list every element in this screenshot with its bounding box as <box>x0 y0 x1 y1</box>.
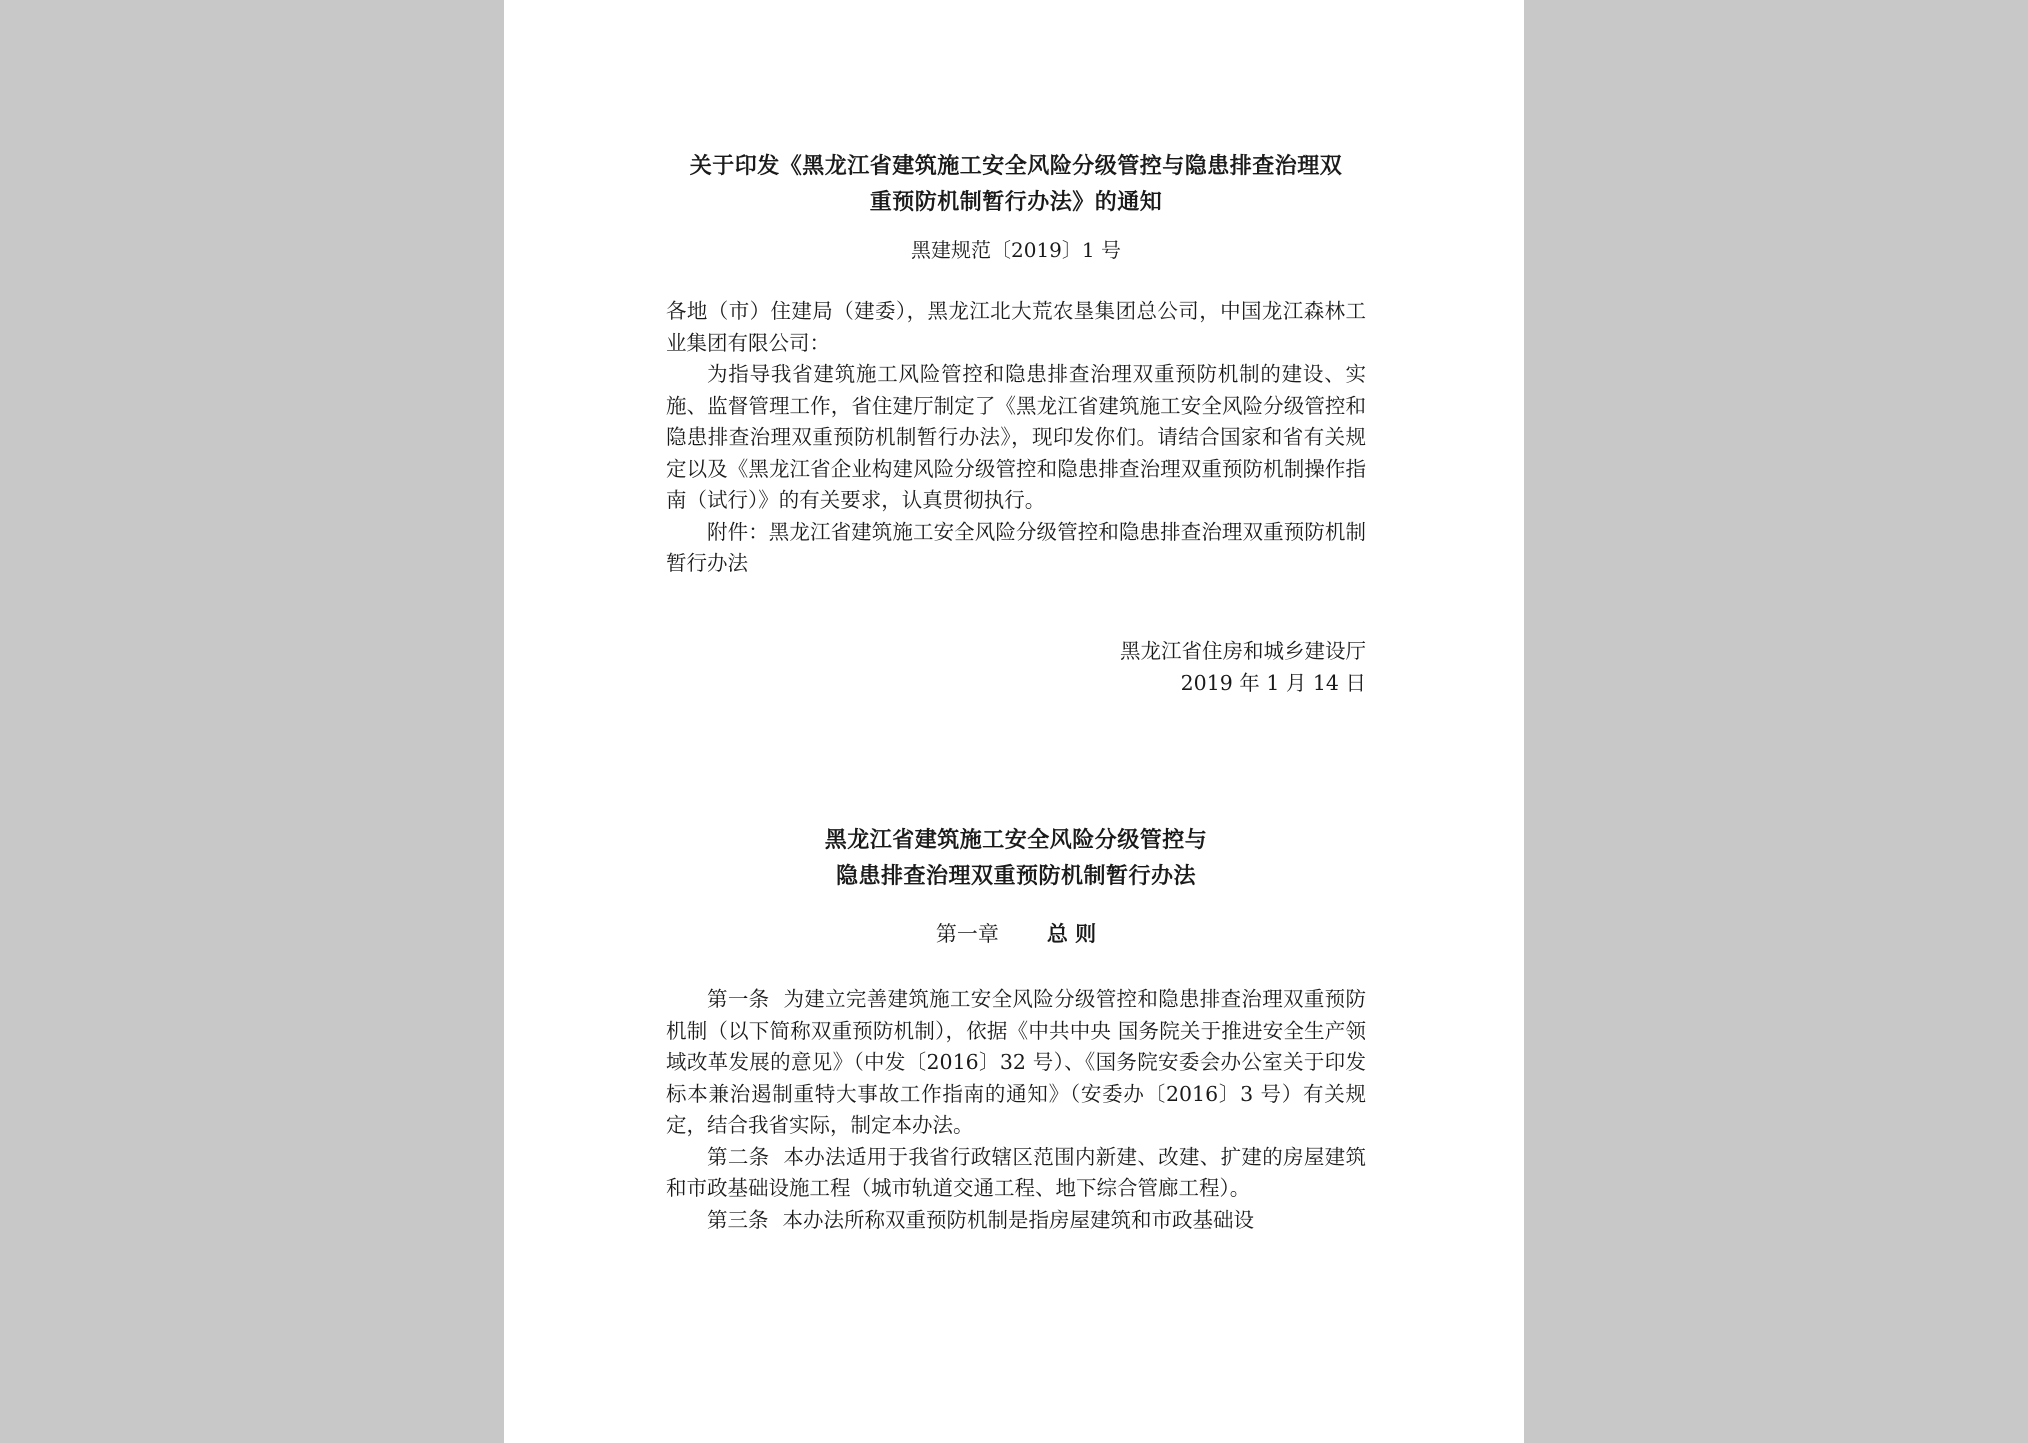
article-text: 本办法适用于我省行政辖区范围内新建、改建、扩建的房屋建筑和市政基础设施工程（城市轨道交通工程、地下综合管廊工程）。 <box>666 1144 1367 1200</box>
articles <box>666 984 1366 1236</box>
addressee: 各地（市）住建局（建委），黑龙江北大荒农垦集团总公司，中国龙江森林工业集团有限公司： <box>666 299 1366 355</box>
document-page <box>504 0 1524 1443</box>
notice-body <box>666 296 1366 580</box>
signature-block <box>666 636 1366 699</box>
notice-title <box>666 148 1366 220</box>
measures-title-line-1: 黑龙江省建筑施工安全风险分级管控与 <box>824 827 1208 853</box>
chapter-name: 总 则 <box>1046 921 1097 946</box>
attachment-note: 附件：黑龙江省建筑施工安全风险分级管控和隐患排查治理双重预防机制暂行办法 <box>666 519 1366 575</box>
article-2 <box>666 1142 1366 1205</box>
article-text: 本办法所称双重预防机制是指房屋建筑和市政基础设 <box>782 1207 1254 1232</box>
chapter-number: 第一章 <box>935 922 999 946</box>
doc-number-block <box>666 234 1366 266</box>
article-label: 第一条 <box>707 987 770 1011</box>
chapter-title <box>666 918 1366 950</box>
article-1 <box>666 984 1366 1142</box>
notice-title-line-1: 关于印发《黑龙江省建筑施工安全风险分级管控与隐患排查治理双 <box>689 153 1343 179</box>
measures-title <box>666 822 1366 894</box>
article-label: 第三条 <box>707 1207 769 1232</box>
issuer: 黑龙江省住房和城乡建设厅 <box>1120 639 1366 663</box>
chapter-heading <box>666 918 1366 950</box>
article-text: 为建立完善建筑施工安全风险分级管控和隐患排查治理双重预防机制（以下简称双重预防机制），依据《中共中央 国务院关于推进安全生产领域改革发展的意见》（中发〔2016〕32 号）、《国务院安委会办公室关于印发标本兼治遏制重特大事故工作指南的通知》（安委办〔2016〕3 号）有关规定，结合我省实际，制定本办法。 <box>666 987 1367 1137</box>
article-label: 第二条 <box>707 1144 770 1169</box>
issue-date: 2019 年 1 月 14 日 <box>1180 670 1366 695</box>
measures-title-line-2: 隐患排查治理双重预防机制暂行办法 <box>835 863 1196 889</box>
notice-paragraph: 为指导我省建筑施工风险管控和隐患排查治理双重预防机制的建设、实施、监督管理工作，省住建厅制定了《黑龙江省建筑施工安全风险分级管控和隐患排查治理双重预防机制暂行办法》，现印发你们。请结合国家和省有关规定以及《黑龙江省企业构建风险分级管控和隐患排查治理双重预防机制操作指南（试行）》的有关要求，认真贯彻执行。 <box>666 362 1366 512</box>
article-3 <box>666 1205 1366 1237</box>
notice-title-line-2: 重预防机制暂行办法》的通知 <box>869 189 1163 215</box>
doc-number: 黑建规范〔2019〕1 号 <box>911 238 1121 262</box>
